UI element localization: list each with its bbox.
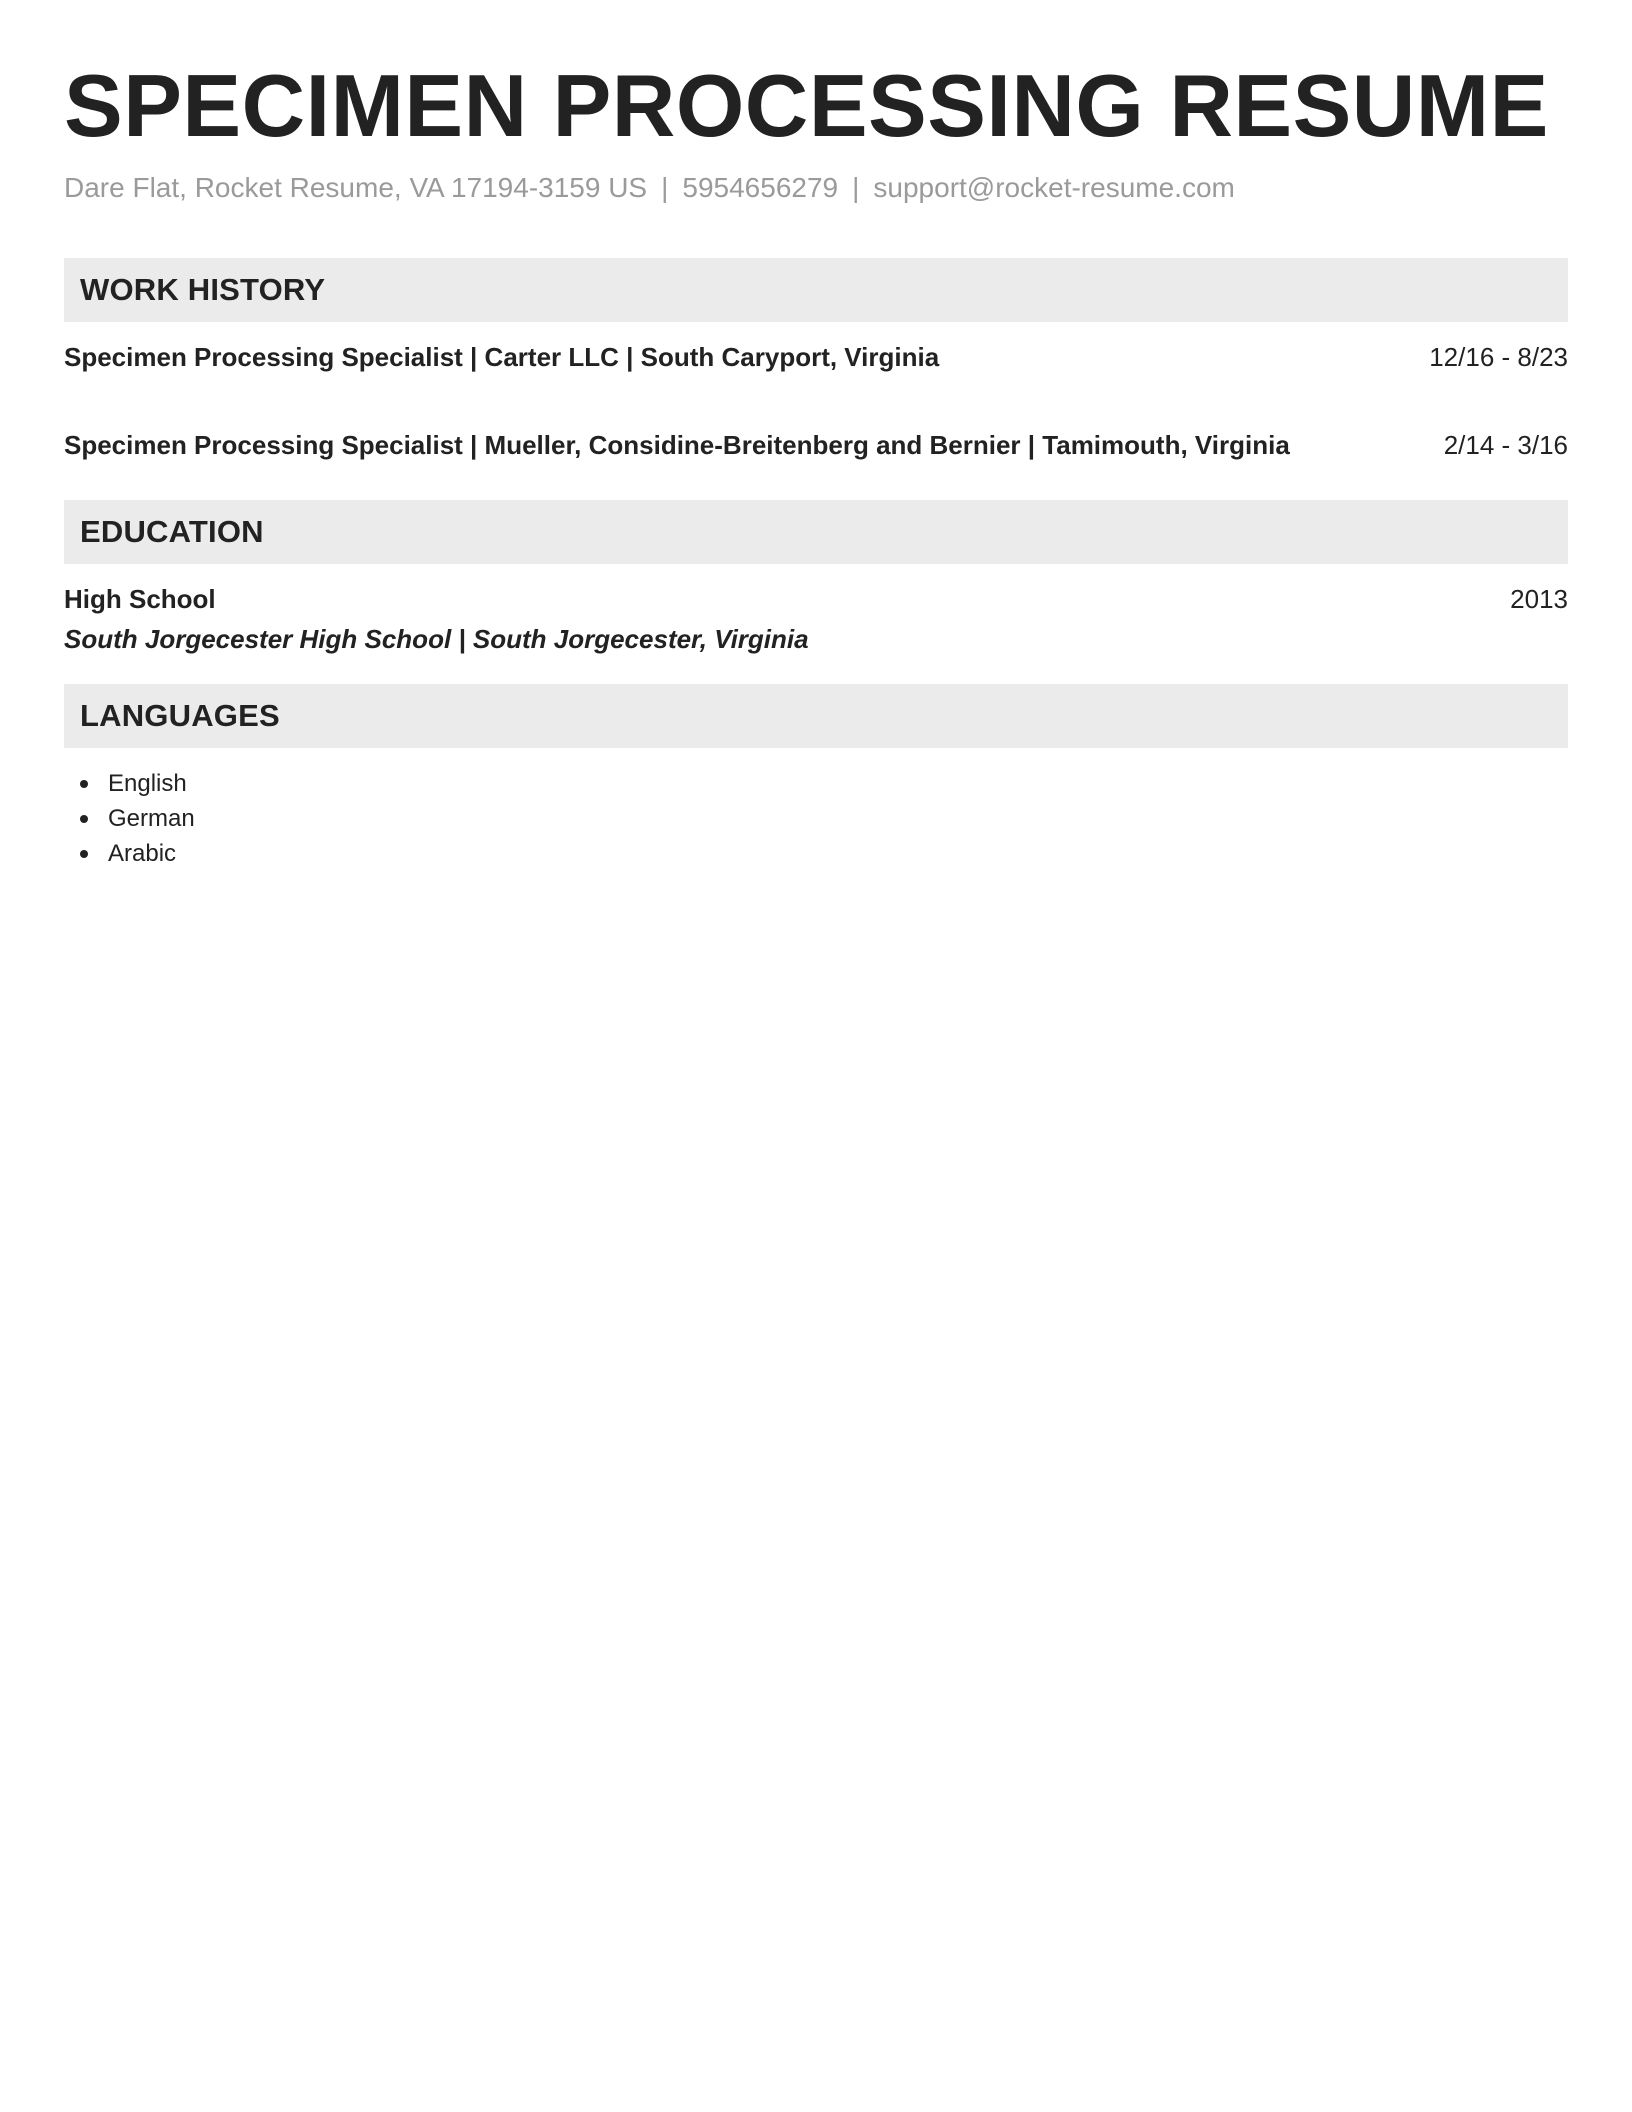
contact-separator: | — [852, 172, 860, 203]
contact-address: Dare Flat, Rocket Resume, VA 17194-3159 US — [64, 172, 648, 203]
language-label: English — [108, 770, 187, 797]
job-entry — [64, 428, 1568, 462]
contact-separator: | — [661, 172, 669, 203]
job-dates: 12/16 - 8/23 — [1429, 342, 1568, 372]
languages-list — [64, 766, 1568, 871]
contact-email: support@rocket-resume.com — [873, 172, 1235, 203]
language-item — [80, 836, 1568, 871]
education-school: South Jorgecester High School | South Jorgecester, Virginia — [64, 624, 809, 654]
bullet-icon — [80, 780, 88, 788]
language-item — [80, 766, 1568, 801]
section-header-work-history: WORK HISTORY — [64, 258, 1568, 322]
language-item — [80, 801, 1568, 836]
job-entry — [64, 340, 1568, 374]
resume-title: SPECIMEN PROCESSING RESUME — [64, 56, 1549, 155]
bullet-icon — [80, 815, 88, 823]
education-year: 2013 — [1510, 584, 1568, 614]
job-heading: Specimen Processing Specialist | Carter LLC | South Caryport, Virginia — [64, 342, 940, 372]
education-degree: High School — [64, 584, 216, 614]
language-label: German — [108, 805, 195, 832]
section-header-education: EDUCATION — [64, 500, 1568, 564]
contact-phone: 5954656279 — [682, 172, 839, 203]
bullet-icon — [80, 850, 88, 858]
education-entry — [64, 582, 1568, 616]
job-dates: 2/14 - 3/16 — [1443, 430, 1568, 460]
contact-line — [64, 170, 1568, 206]
section-header-languages: LANGUAGES — [64, 684, 1568, 748]
job-heading: Specimen Processing Specialist | Mueller, Considine-Breitenberg and Bernier | Tamimouth, Virginia — [64, 430, 1290, 460]
language-label: Arabic — [108, 840, 177, 867]
